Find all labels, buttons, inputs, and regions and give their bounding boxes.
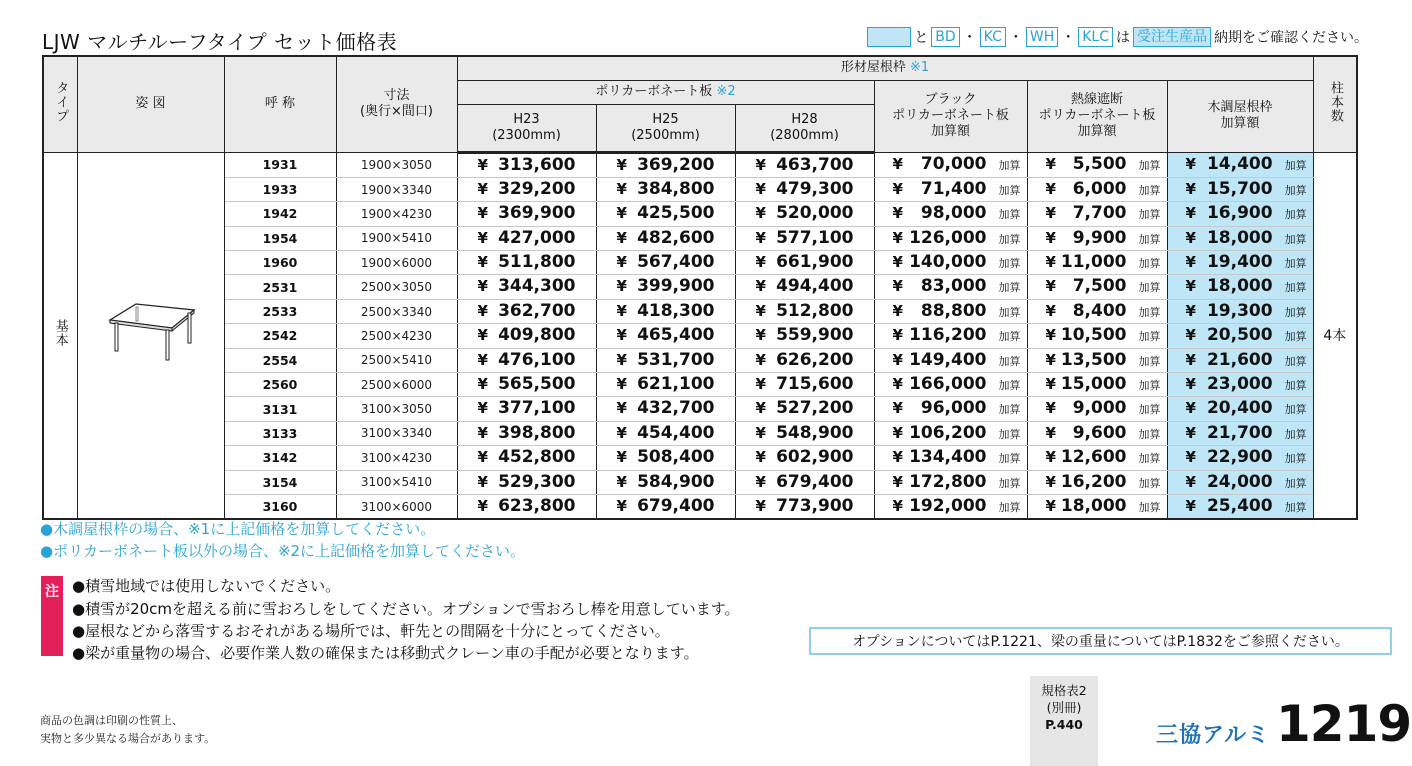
add-heat: ¥ 10,500 加算	[1027, 324, 1167, 348]
model-name: 3133	[224, 421, 336, 445]
model-size: 3100×3050	[336, 397, 457, 421]
model-name: 2533	[224, 299, 336, 323]
add-heat: ¥ 11,000 加算	[1027, 251, 1167, 275]
price-h25: ¥ 425,500	[596, 202, 735, 226]
table-row	[43, 299, 1357, 323]
add-heat: ¥ 6,000 加算	[1027, 177, 1167, 201]
legend-and: と	[914, 30, 929, 46]
model-name: 1954	[224, 226, 336, 250]
price-h23: ¥ 427,000	[457, 226, 596, 250]
add-black: ¥ 83,000 加算	[874, 275, 1027, 299]
price-h28: ¥ 679,400	[735, 470, 874, 494]
price-h28: ¥ 559,900	[735, 324, 874, 348]
price-h25: ¥ 418,300	[596, 299, 735, 323]
header-name: 呼 称	[224, 56, 336, 152]
header-figure: 姿 図	[77, 56, 224, 152]
add-wood: ¥ 23,000 加算	[1167, 373, 1313, 397]
add-heat: ¥ 9,000 加算	[1027, 397, 1167, 421]
add-wood: ¥ 19,300 加算	[1167, 299, 1313, 323]
model-size: 3100×6000	[336, 494, 457, 519]
note-polycarbonate: ●ポリカーボネート板以外の場合、※2に上記価格を加算してください。	[40, 542, 526, 560]
model-size: 3100×4230	[336, 446, 457, 470]
add-wood: ¥ 14,400 加算	[1167, 152, 1313, 177]
header-h28: H28 (2800mm)	[735, 104, 874, 152]
header-type: タイプ	[43, 56, 77, 152]
warning-item: ●積雪が20cmを超える前に雪おろしをしてください。オプションで雪おろし棒を用意しています。	[72, 600, 740, 618]
header-size: 寸法 (奥行×間口)	[336, 56, 457, 152]
add-heat: ¥ 9,900 加算	[1027, 226, 1167, 250]
legend-code-kc: KC	[980, 27, 1006, 47]
model-name: 2554	[224, 348, 336, 372]
add-wood: ¥ 18,000 加算	[1167, 226, 1313, 250]
add-heat: ¥ 18,000 加算	[1027, 494, 1167, 519]
price-h25: ¥ 531,700	[596, 348, 735, 372]
model-name: 3160	[224, 494, 336, 519]
price-h28: ¥ 463,700	[735, 152, 874, 177]
price-h25: ¥ 679,400	[596, 494, 735, 519]
price-h28: ¥ 661,900	[735, 251, 874, 275]
reference-box: オプションについてはP.1221、梁の重量についてはP.1832をご参照ください。	[809, 627, 1392, 655]
table-row	[43, 446, 1357, 470]
price-h23: ¥ 529,300	[457, 470, 596, 494]
header-poly-group: ポリカーボネート板 ※2	[457, 80, 874, 104]
price-h25: ¥ 508,400	[596, 446, 735, 470]
note-wood-frame: ●木調屋根枠の場合、※1に上記価格を加算してください。	[40, 520, 436, 538]
model-name: 1942	[224, 202, 336, 226]
price-h28: ¥ 626,200	[735, 348, 874, 372]
price-h23: ¥ 398,800	[457, 421, 596, 445]
price-h25: ¥ 399,900	[596, 275, 735, 299]
price-h23: ¥ 344,300	[457, 275, 596, 299]
model-name: 1960	[224, 251, 336, 275]
add-heat: ¥ 8,400 加算	[1027, 299, 1167, 323]
price-h28: ¥ 520,000	[735, 202, 874, 226]
model-size: 1900×6000	[336, 251, 457, 275]
table-row	[43, 373, 1357, 397]
table-row	[43, 324, 1357, 348]
model-size: 1900×5410	[336, 226, 457, 250]
model-size: 2500×5410	[336, 348, 457, 372]
spec-reference-tag: 規格表2 (別冊) P.440	[1030, 676, 1098, 766]
add-black: ¥ 134,400 加算	[874, 446, 1027, 470]
header-posts: 柱本数	[1313, 56, 1357, 152]
price-h28: ¥ 715,600	[735, 373, 874, 397]
add-heat: ¥ 16,200 加算	[1027, 470, 1167, 494]
price-h25: ¥ 454,400	[596, 421, 735, 445]
table-row	[43, 470, 1357, 494]
model-name: 1931	[224, 152, 336, 177]
model-size: 3100×5410	[336, 470, 457, 494]
warning-item: ●屋根などから落雪するおそれがある場所では、軒先との間隔を十分にとってください。	[72, 622, 670, 640]
legend-ha: は	[1116, 30, 1130, 46]
table-row	[43, 202, 1357, 226]
color-footnote: 商品の色調は印刷の性質上、 実物と多少異なる場合があります。	[40, 714, 216, 745]
warning-item: ●梁が重量物の場合、必要作業人数の確保または移動式クレーン車の手配が必要となります。	[72, 644, 699, 662]
price-h25: ¥ 584,900	[596, 470, 735, 494]
model-name: 2560	[224, 373, 336, 397]
price-h23: ¥ 476,100	[457, 348, 596, 372]
add-black: ¥ 116,200 加算	[874, 324, 1027, 348]
add-wood: ¥ 20,500 加算	[1167, 324, 1313, 348]
add-heat: ¥ 12,600 加算	[1027, 446, 1167, 470]
price-h23: ¥ 452,800	[457, 446, 596, 470]
price-h23: ¥ 377,100	[457, 397, 596, 421]
price-h25: ¥ 369,200	[596, 152, 735, 177]
price-h23: ¥ 565,500	[457, 373, 596, 397]
price-h28: ¥ 527,200	[735, 397, 874, 421]
price-table	[42, 55, 1358, 520]
posts-cell: 4本	[1313, 152, 1357, 519]
legend-sep: ・	[1061, 30, 1076, 46]
model-size: 2500×3340	[336, 299, 457, 323]
model-name: 1933	[224, 177, 336, 201]
header-wood: 木調屋根枠 加算額	[1167, 80, 1313, 152]
warning-item: ●積雪地域では使用しないでください。	[72, 577, 341, 595]
add-black: ¥ 149,400 加算	[874, 348, 1027, 372]
figure-cell	[77, 152, 224, 519]
legend-sep: ・	[962, 30, 977, 46]
add-black: ¥ 98,000 加算	[874, 202, 1027, 226]
legend-code-wh: WH	[1026, 27, 1058, 47]
price-h25: ¥ 621,100	[596, 373, 735, 397]
table-row	[43, 348, 1357, 372]
model-name: 3154	[224, 470, 336, 494]
price-h23: ¥ 623,800	[457, 494, 596, 519]
price-h25: ¥ 384,800	[596, 177, 735, 201]
add-black: ¥ 126,000 加算	[874, 226, 1027, 250]
add-black: ¥ 70,000 加算	[874, 152, 1027, 177]
table-row	[43, 397, 1357, 421]
type-cell: 基本	[43, 152, 77, 519]
table-row	[43, 494, 1357, 519]
add-wood: ¥ 16,900 加算	[1167, 202, 1313, 226]
price-h28: ¥ 577,100	[735, 226, 874, 250]
table-row	[43, 421, 1357, 445]
price-h28: ¥ 512,800	[735, 299, 874, 323]
warning-label: 注	[41, 576, 63, 656]
model-size: 1900×4230	[336, 202, 457, 226]
legend-sep: ・	[1008, 30, 1023, 46]
table-row	[43, 275, 1357, 299]
model-name: 2542	[224, 324, 336, 348]
add-black: ¥ 71,400 加算	[874, 177, 1027, 201]
page-number: 1219	[1276, 695, 1412, 753]
add-heat: ¥ 7,500 加算	[1027, 275, 1167, 299]
price-h23: ¥ 409,800	[457, 324, 596, 348]
add-black: ¥ 192,000 加算	[874, 494, 1027, 519]
price-h23: ¥ 329,200	[457, 177, 596, 201]
price-h25: ¥ 432,700	[596, 397, 735, 421]
price-h25: ¥ 465,400	[596, 324, 735, 348]
table-row	[43, 177, 1357, 201]
add-wood: ¥ 24,000 加算	[1167, 470, 1313, 494]
price-h23: ¥ 313,600	[457, 152, 596, 177]
add-black: ¥ 166,000 加算	[874, 373, 1027, 397]
model-size: 2500×3050	[336, 275, 457, 299]
legend-code-klc: KLC	[1078, 27, 1113, 47]
model-name: 3142	[224, 446, 336, 470]
price-h28: ¥ 494,400	[735, 275, 874, 299]
add-black: ¥ 172,800 加算	[874, 470, 1027, 494]
header-h25: H25 (2500mm)	[596, 104, 735, 152]
table-row	[43, 152, 1357, 177]
add-heat: ¥ 9,600 加算	[1027, 421, 1167, 445]
model-size: 2500×6000	[336, 373, 457, 397]
header-black: ブラック ポリカーボネート板 加算額	[874, 80, 1027, 152]
carport-figure-icon	[106, 298, 196, 368]
add-heat: ¥ 7,700 加算	[1027, 202, 1167, 226]
add-black: ¥ 96,000 加算	[874, 397, 1027, 421]
price-h25: ¥ 482,600	[596, 226, 735, 250]
price-h28: ¥ 479,300	[735, 177, 874, 201]
header-h23: H23 (2300mm)	[457, 104, 596, 152]
add-wood: ¥ 19,400 加算	[1167, 251, 1313, 275]
price-h28: ¥ 602,900	[735, 446, 874, 470]
add-heat: ¥ 13,500 加算	[1027, 348, 1167, 372]
price-h28: ¥ 773,900	[735, 494, 874, 519]
legend-code-bd: BD	[931, 27, 959, 47]
add-wood: ¥ 18,000 加算	[1167, 275, 1313, 299]
add-heat: ¥ 15,000 加算	[1027, 373, 1167, 397]
add-wood: ¥ 21,700 加算	[1167, 421, 1313, 445]
price-h23: ¥ 369,900	[457, 202, 596, 226]
page-title: LJW マルチルーフタイプ セット価格表	[42, 30, 398, 54]
add-black: ¥ 140,000 加算	[874, 251, 1027, 275]
model-size: 1900×3050	[336, 152, 457, 177]
add-black: ¥ 88,800 加算	[874, 299, 1027, 323]
add-wood: ¥ 22,900 加算	[1167, 446, 1313, 470]
price-h25: ¥ 567,400	[596, 251, 735, 275]
legend-color-swatch	[867, 27, 911, 47]
add-wood: ¥ 25,400 加算	[1167, 494, 1313, 519]
color-legend	[867, 26, 1368, 48]
model-size: 3100×3340	[336, 421, 457, 445]
model-size: 2500×4230	[336, 324, 457, 348]
add-black: ¥ 106,200 加算	[874, 421, 1027, 445]
price-table-body	[43, 152, 1357, 519]
price-h23: ¥ 511,800	[457, 251, 596, 275]
model-size: 1900×3340	[336, 177, 457, 201]
legend-made-to-order: 受注生産品	[1133, 27, 1211, 47]
header-heat: 熱線遮断 ポリカーボネート板 加算額	[1027, 80, 1167, 152]
model-name: 3131	[224, 397, 336, 421]
add-heat: ¥ 5,500 加算	[1027, 152, 1167, 177]
legend-tail: 納期をご確認ください。	[1214, 30, 1368, 46]
add-wood: ¥ 15,700 加算	[1167, 177, 1313, 201]
add-wood: ¥ 21,600 加算	[1167, 348, 1313, 372]
price-h23: ¥ 362,700	[457, 299, 596, 323]
header-frame-group: 形材屋根枠 ※1	[457, 56, 1313, 80]
add-wood: ¥ 20,400 加算	[1167, 397, 1313, 421]
table-row	[43, 226, 1357, 250]
table-row	[43, 251, 1357, 275]
model-name: 2531	[224, 275, 336, 299]
brand-logo: 三協アルミ	[1156, 723, 1271, 748]
price-h28: ¥ 548,900	[735, 421, 874, 445]
